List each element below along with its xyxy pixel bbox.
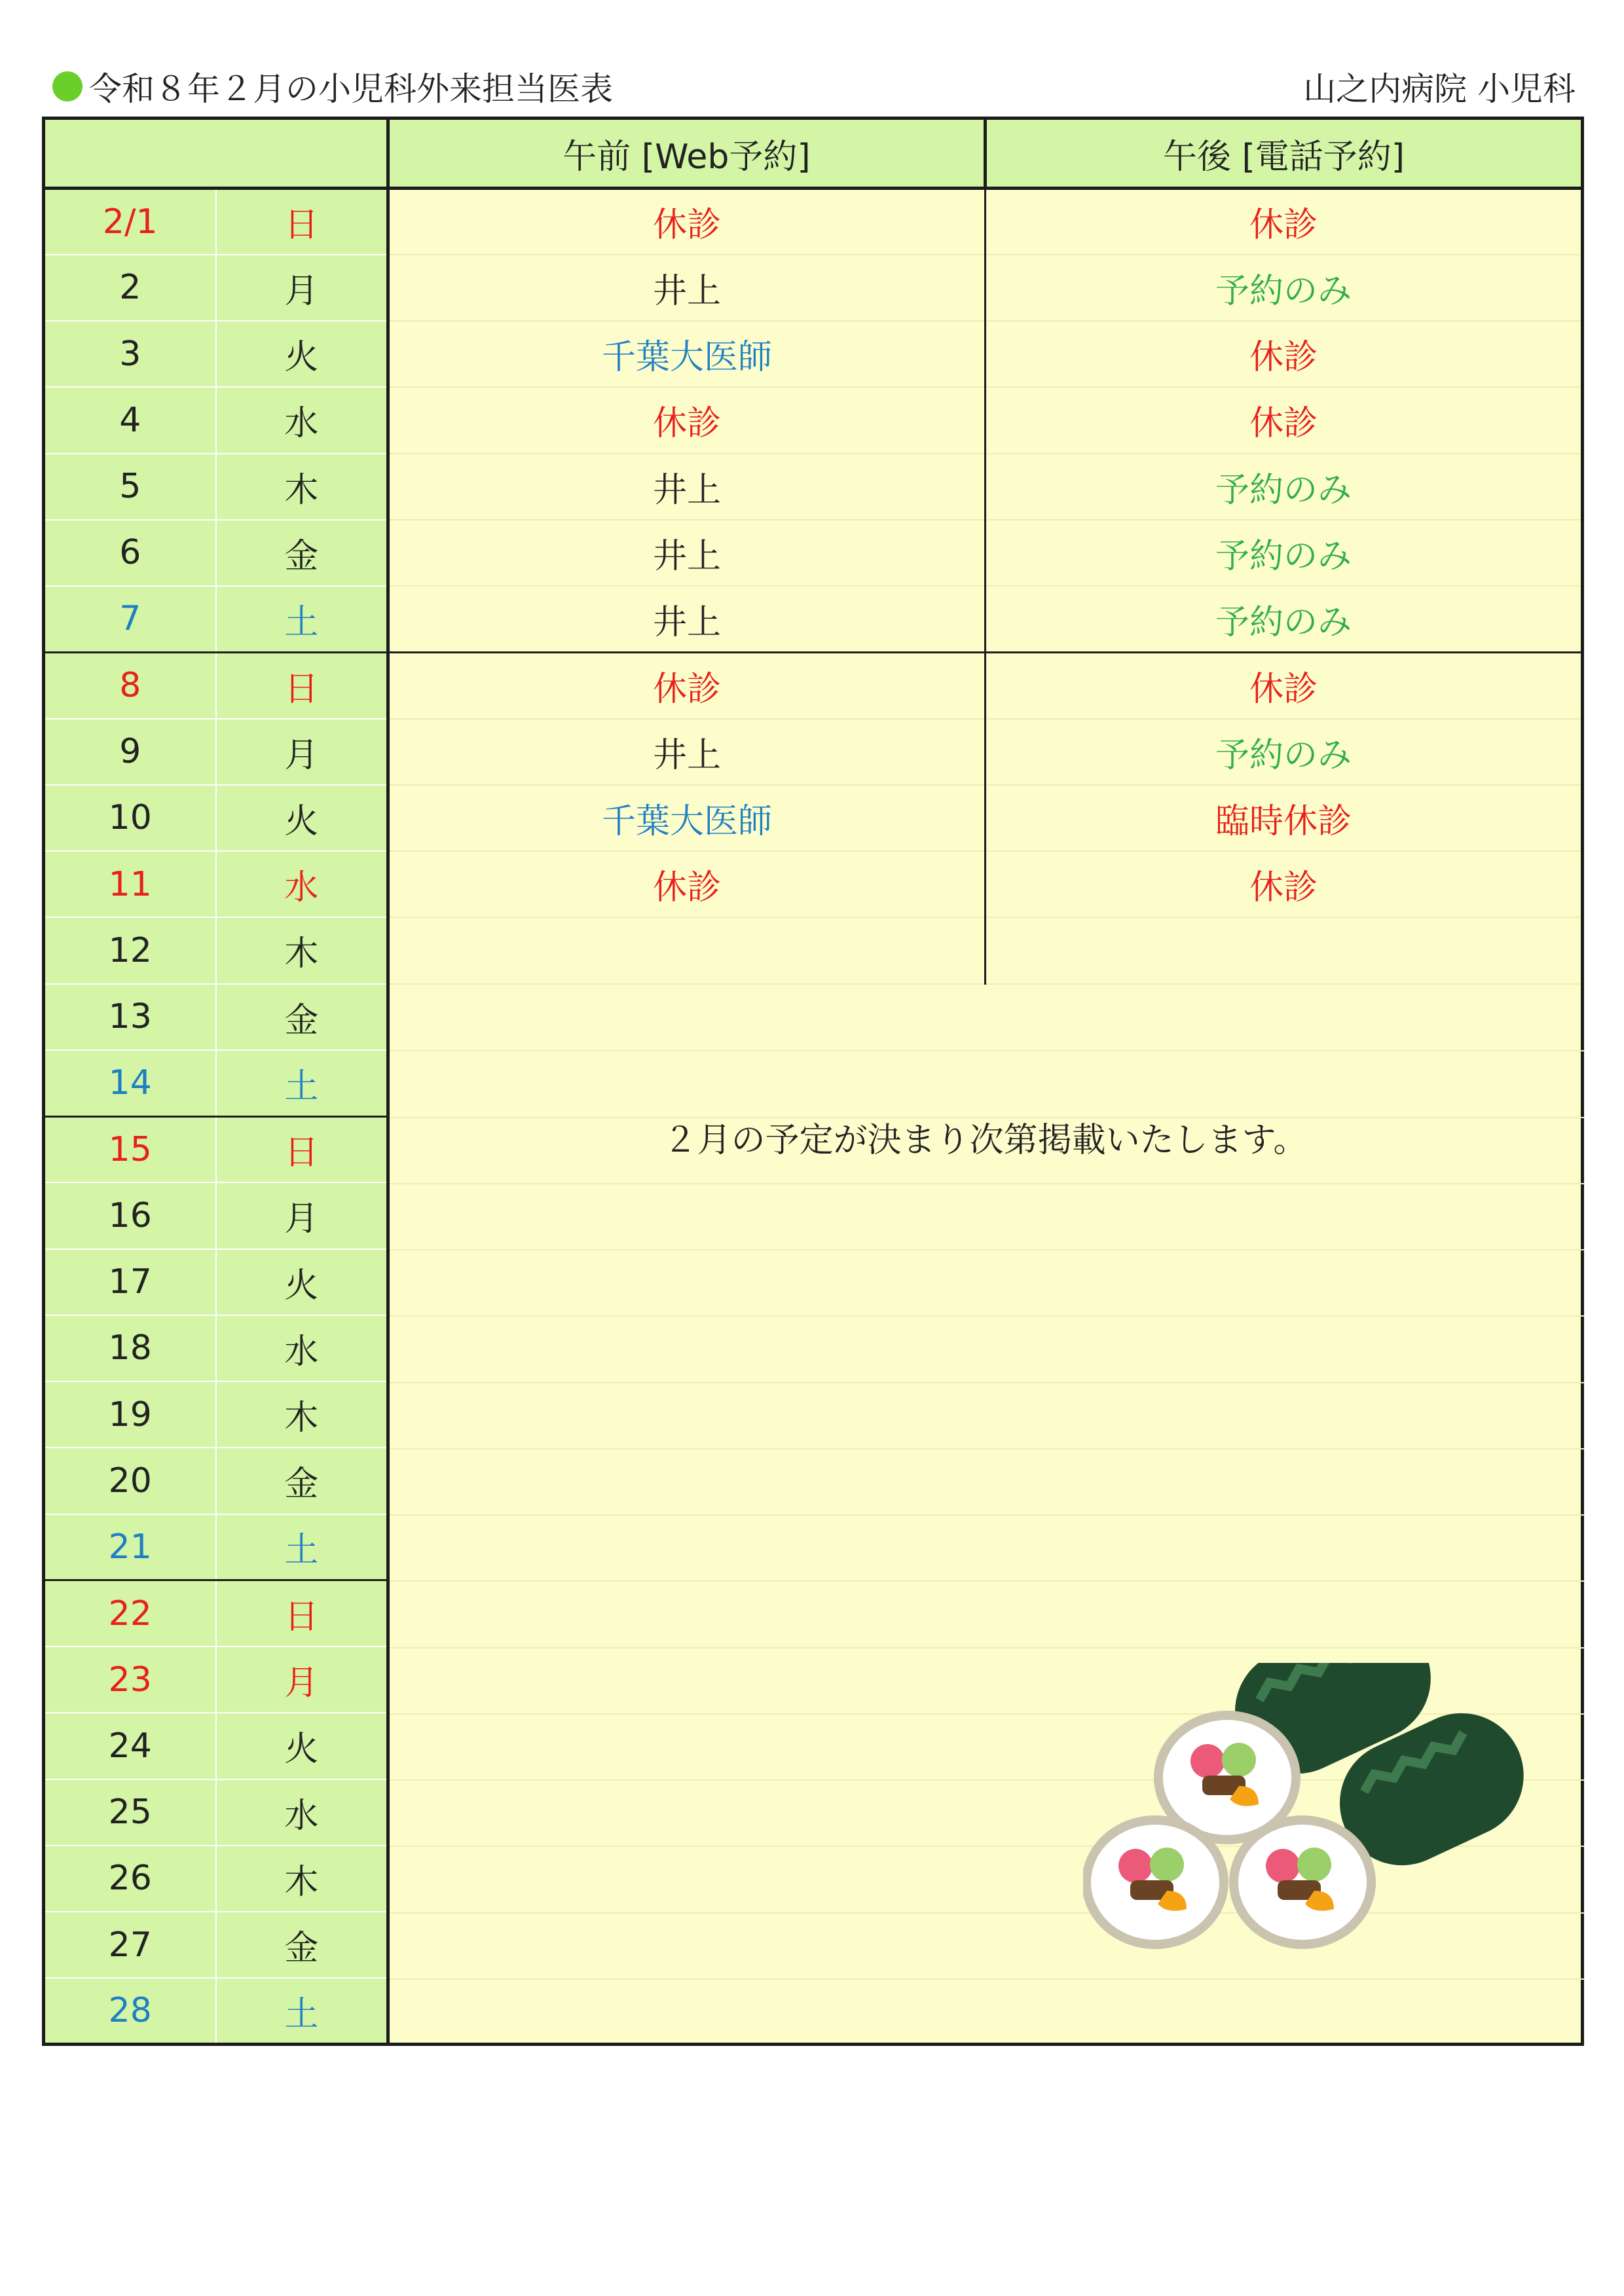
table-row [44, 454, 1583, 520]
am-doctor-cell [388, 917, 986, 983]
table-row [44, 255, 1583, 321]
am-doctor-cell: 千葉大医師 [388, 321, 986, 387]
weekday-cell: 月 [216, 719, 388, 785]
pm-doctor-cell: 休診 [986, 387, 1583, 453]
date-cell: 25 [44, 1779, 216, 1846]
weekday-cell: 金 [216, 1912, 388, 1978]
am-doctor-cell: 井上 [388, 454, 986, 520]
pm-doctor-cell: 臨時休診 [986, 785, 1583, 851]
page-title [52, 63, 613, 110]
pm-doctor-cell: 予約のみ [986, 520, 1583, 586]
weekday-cell: 木 [216, 917, 388, 983]
header-date-cell [44, 118, 388, 189]
table-row [44, 984, 1583, 1050]
table-row [44, 917, 1583, 983]
table-row [44, 387, 1583, 453]
date-cell: 15 [44, 1116, 216, 1182]
weekday-cell: 水 [216, 1315, 388, 1381]
weekday-cell: 日 [216, 652, 388, 718]
date-cell: 5 [44, 454, 216, 520]
date-cell: 12 [44, 917, 216, 983]
date-cell: 22 [44, 1580, 216, 1647]
weekday-cell: 火 [216, 785, 388, 851]
date-cell: 28 [44, 1978, 216, 2044]
am-doctor-cell: 休診 [388, 851, 986, 917]
table-row [44, 652, 1583, 718]
schedule-body [44, 189, 1583, 2045]
table-row [44, 719, 1583, 785]
date-cell: 14 [44, 1050, 216, 1116]
date-cell: 27 [44, 1912, 216, 1978]
table-row [44, 851, 1583, 917]
date-cell: 20 [44, 1448, 216, 1514]
am-doctor-cell: 千葉大医師 [388, 785, 986, 851]
ehomaki-sushi-icon [1083, 1663, 1541, 2003]
date-cell: 9 [44, 719, 216, 785]
table-row [44, 189, 1583, 255]
date-cell: 6 [44, 520, 216, 586]
weekday-cell: 金 [216, 1448, 388, 1514]
date-cell: 24 [44, 1713, 216, 1779]
date-cell: 21 [44, 1514, 216, 1580]
pm-doctor-cell: 予約のみ [986, 454, 1583, 520]
weekday-cell: 水 [216, 1779, 388, 1846]
weekday-cell: 土 [216, 586, 388, 652]
weekday-cell: 木 [216, 1381, 388, 1448]
pm-doctor-cell: 休診 [986, 851, 1583, 917]
date-cell: 3 [44, 321, 216, 387]
weekday-cell: 月 [216, 255, 388, 321]
weekday-cell: 木 [216, 454, 388, 520]
date-cell: 16 [44, 1182, 216, 1248]
header-pm: 午後 [電話予約] [986, 118, 1583, 189]
date-cell: 17 [44, 1249, 216, 1315]
notice-text: ２月の予定が決まり次第掲載いたします。 [663, 1120, 1308, 1160]
weekday-cell: 土 [216, 1514, 388, 1580]
weekday-cell: 土 [216, 1050, 388, 1116]
am-doctor-cell: 井上 [388, 255, 986, 321]
weekday-cell: 水 [216, 851, 388, 917]
date-cell: 10 [44, 785, 216, 851]
date-cell: 19 [44, 1381, 216, 1448]
pm-doctor-cell: 予約のみ [986, 586, 1583, 652]
date-cell: 18 [44, 1315, 216, 1381]
weekday-cell: 土 [216, 1978, 388, 2044]
schedule-sheet [42, 117, 1581, 2039]
weekday-cell: 火 [216, 1713, 388, 1779]
pm-doctor-cell: 休診 [986, 321, 1583, 387]
date-cell: 7 [44, 586, 216, 652]
date-cell: 2/1 [44, 189, 216, 255]
table-row [44, 520, 1583, 586]
am-doctor-cell: 井上 [388, 520, 986, 586]
header-am: 午前 [Web予約] [388, 118, 986, 189]
hospital-department: 山之内病院 小児科 [1303, 70, 1576, 108]
date-cell: 8 [44, 652, 216, 718]
weekday-cell: 水 [216, 387, 388, 453]
bullet-dot-icon [52, 71, 83, 101]
weekday-cell: 金 [216, 984, 388, 1050]
date-cell: 4 [44, 387, 216, 453]
weekday-cell: 日 [216, 189, 388, 255]
date-cell: 13 [44, 984, 216, 1050]
date-cell: 11 [44, 851, 216, 917]
pm-doctor-cell: 予約のみ [986, 255, 1583, 321]
title-text: 令和８年２月の小児科外来担当医表 [89, 70, 613, 108]
table-row [44, 785, 1583, 851]
weekday-cell: 日 [216, 1116, 388, 1182]
pending-schedule-area [388, 984, 1583, 2045]
am-doctor-cell: 井上 [388, 586, 986, 652]
table-row [44, 321, 1583, 387]
pm-doctor-cell: 予約のみ [986, 719, 1583, 785]
weekday-cell: 火 [216, 1249, 388, 1315]
pm-doctor-cell: 休診 [986, 652, 1583, 718]
date-cell: 26 [44, 1846, 216, 1912]
header-row [44, 118, 1583, 189]
weekday-cell: 月 [216, 1647, 388, 1713]
schedule-table [42, 117, 1584, 2046]
date-cell: 2 [44, 255, 216, 321]
weekday-cell: 日 [216, 1580, 388, 1647]
pm-doctor-cell [986, 917, 1583, 983]
weekday-cell: 火 [216, 321, 388, 387]
weekday-cell: 木 [216, 1846, 388, 1912]
table-row [44, 586, 1583, 652]
am-doctor-cell: 休診 [388, 189, 986, 255]
am-doctor-cell: 休診 [388, 387, 986, 453]
weekday-cell: 金 [216, 520, 388, 586]
date-cell: 23 [44, 1647, 216, 1713]
pm-doctor-cell: 休診 [986, 189, 1583, 255]
am-doctor-cell: 休診 [388, 652, 986, 718]
am-doctor-cell: 井上 [388, 719, 986, 785]
weekday-cell: 月 [216, 1182, 388, 1248]
